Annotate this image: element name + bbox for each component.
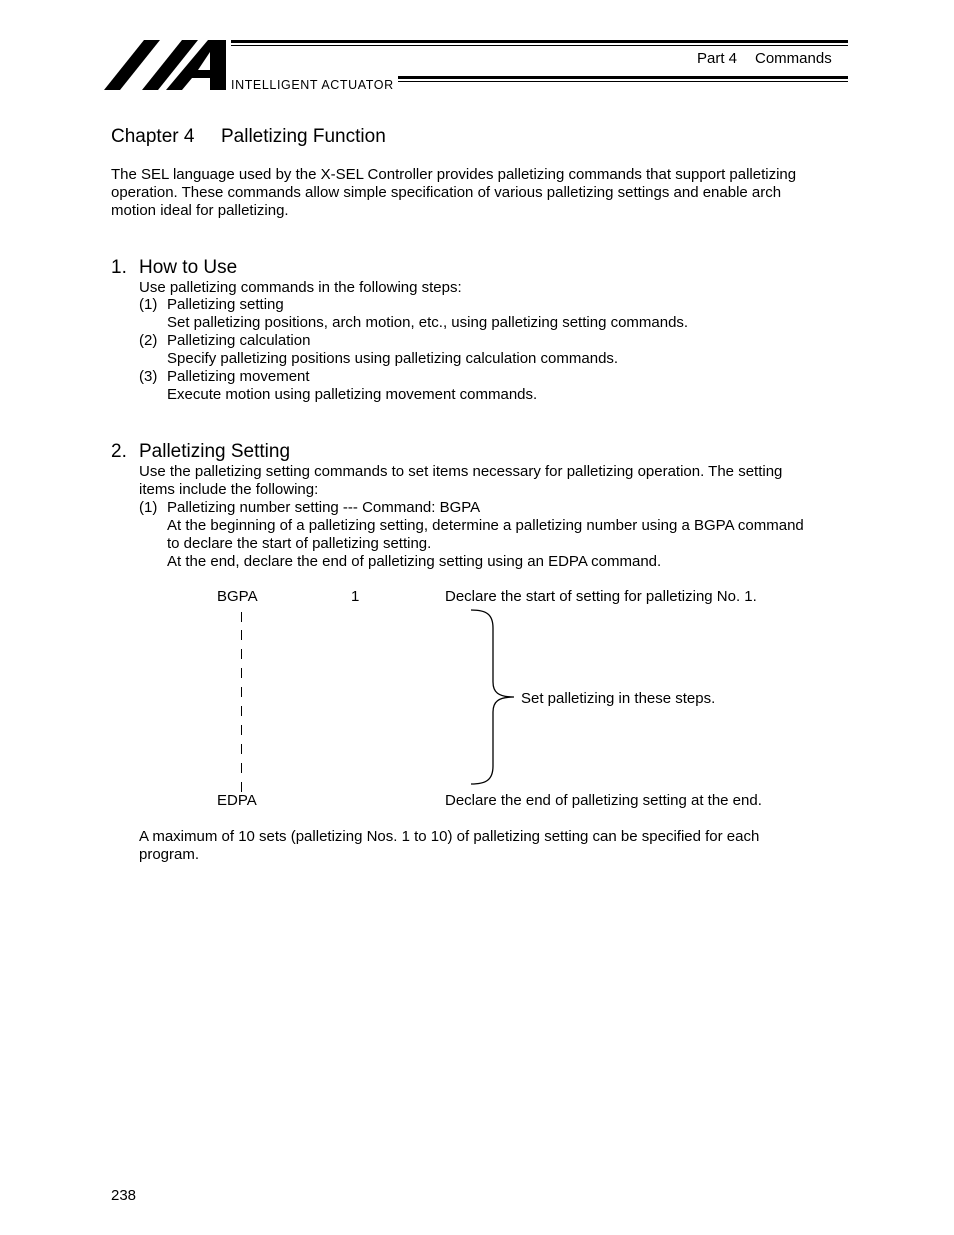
- section-lead: items include the following:: [139, 481, 319, 498]
- item-description: At the beginning of a palletizing setting, determine a palletizing number using a BGPA command: [167, 517, 804, 534]
- step-number: (1): [139, 296, 158, 313]
- item-number: (1): [139, 499, 158, 516]
- header-rule-bottom: [398, 76, 848, 79]
- intro-line: operation. These commands allow simple specification of various palletizing settings and enable arch: [111, 184, 782, 201]
- header-rule-top: [231, 40, 848, 43]
- example-start-comment: Declare the start of setting for palletizing No. 1.: [445, 588, 757, 605]
- curly-brace: [468, 606, 518, 788]
- intro-line: motion ideal for palletizing.: [111, 202, 289, 219]
- header-rule-bottom-thin: [398, 81, 848, 82]
- page-number: 238: [111, 1187, 137, 1204]
- example-middle-comment: Set palletizing in these steps.: [521, 690, 716, 707]
- intro-line: The SEL language used by the X-SEL Controller provides palletizing commands that support palletizing: [111, 166, 797, 183]
- example-end-command: EDPA: [217, 792, 257, 809]
- step-description: Execute motion using palletizing movement commands.: [167, 386, 538, 403]
- step-number: (3): [139, 368, 158, 385]
- section-number: 2.: [111, 441, 127, 462]
- section-title: How to Use: [139, 257, 238, 278]
- company-logo: [104, 38, 234, 92]
- header-part: Part 4: [697, 50, 738, 67]
- item-description: At the end, declare the end of palletizing setting using an EDPA command.: [167, 553, 662, 570]
- example-end-comment: Declare the end of palletizing setting at the end.: [445, 792, 762, 809]
- step-description: Set palletizing positions, arch motion, etc., using palletizing setting commands.: [167, 314, 689, 331]
- item-title: Palletizing number setting --- Command: BGPA: [167, 499, 481, 516]
- note-line: A maximum of 10 sets (palletizing Nos. 1 to 10) of palletizing setting can be specified for each: [139, 828, 760, 845]
- section-lead: Use palletizing commands in the following steps:: [139, 279, 462, 296]
- step-title: Palletizing setting: [167, 296, 284, 313]
- section-number: 1.: [111, 257, 127, 278]
- header-section: Commands: [755, 50, 832, 67]
- logo-text: INTELLIGENT ACTUATOR: [231, 78, 394, 92]
- note-line: program.: [139, 846, 200, 863]
- step-number: (2): [139, 332, 158, 349]
- section-lead: Use the palletizing setting commands to set items necessary for palletizing operation. The setting: [139, 463, 783, 480]
- header-rule-top-thin: [231, 45, 848, 46]
- chapter-title: Palletizing Function: [221, 126, 386, 147]
- item-description: to declare the start of palletizing setting.: [167, 535, 432, 552]
- step-title: Palletizing calculation: [167, 332, 311, 349]
- chapter-number: Chapter 4: [111, 126, 195, 147]
- step-description: Specify palletizing positions using palletizing calculation commands.: [167, 350, 619, 367]
- step-title: Palletizing movement: [167, 368, 310, 385]
- example-step-dashes: [236, 608, 248, 794]
- example-start-operand: 1: [351, 588, 360, 605]
- section-title: Palletizing Setting: [139, 441, 291, 462]
- example-start-command: BGPA: [217, 588, 258, 605]
